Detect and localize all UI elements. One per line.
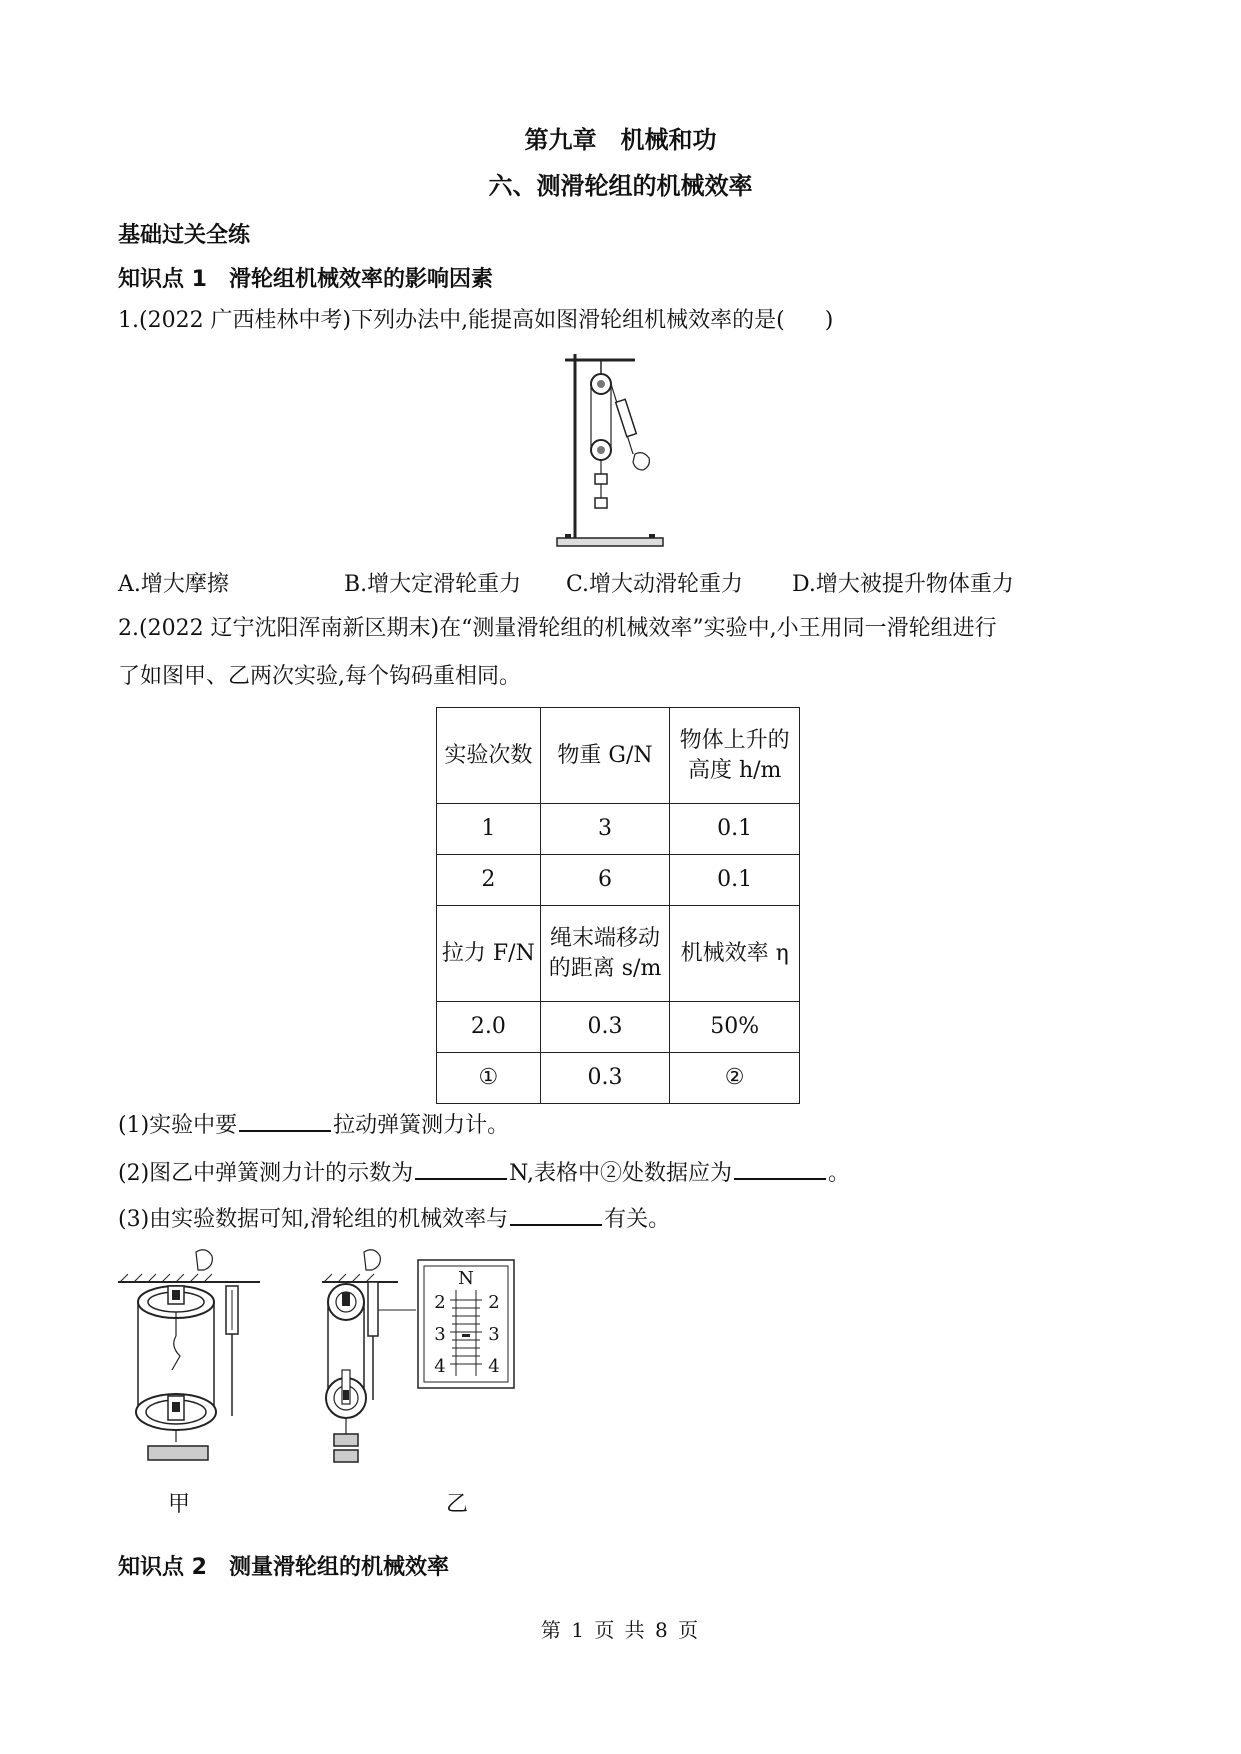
question-2-stem-line1: 2.(2022 辽宁沈阳浑南新区期末)在“测量滑轮组的机械效率”实验中,小王用同一滑轮组进行 — [118, 616, 997, 641]
scale-unit-label: N — [458, 1268, 474, 1289]
scale-tick-right: 2 — [488, 1292, 500, 1313]
sub-question-3-text-b: 有关。 — [604, 1207, 671, 1232]
knowledge-point-1-heading: 知识点 1 滑轮组机械效率的影响因素 — [118, 267, 493, 292]
table-cell: ② — [670, 1053, 800, 1104]
table-cell: 0.1 — [670, 804, 800, 855]
table-header: 绳末端移动的距离 s/m — [540, 906, 670, 1002]
table-cell: ① — [437, 1053, 541, 1104]
option-c[interactable]: C.增大动滑轮重力 — [566, 572, 744, 597]
sub-question-3 — [118, 1204, 670, 1235]
table-cell: 2 — [437, 855, 541, 906]
pulley-stand-figure — [555, 350, 665, 550]
figure-yi-pulley — [318, 1246, 518, 1476]
table-header: 机械效率 η — [670, 906, 800, 1002]
table-cell: 2.0 — [437, 1002, 541, 1053]
sub-question-2-text-a: (2)图乙中弹簧测力计的示数为 — [118, 1161, 414, 1186]
sub-question-1-text-b: 拉动弹簧测力计。 — [333, 1113, 510, 1138]
scale-tick-left: 4 — [434, 1356, 446, 1377]
table-row — [437, 1053, 800, 1104]
scale-tick-right: 3 — [488, 1324, 500, 1345]
question-1-stem-end: ) — [824, 308, 834, 333]
table-cell: 6 — [540, 855, 670, 906]
sub-question-2-text-c: 。 — [828, 1161, 851, 1186]
table-cell: 50% — [670, 1002, 800, 1053]
scale-tick-left: 3 — [434, 1324, 446, 1345]
table-cell: 0.3 — [540, 1002, 670, 1053]
table-header: 拉力 F/N — [437, 906, 541, 1002]
figure-label-yi: 乙 — [446, 1492, 469, 1517]
sub-question-2-text-b: N,表格中②处数据应为 — [509, 1161, 733, 1186]
table-header: 物体上升的高度 h/m — [670, 708, 800, 804]
scale-tick-left: 2 — [434, 1292, 446, 1313]
table-header-row-2 — [437, 906, 800, 1002]
sub-question-3-text-a: (3)由实验数据可知,滑轮组的机械效率与 — [118, 1207, 509, 1232]
sub-question-1 — [118, 1110, 509, 1141]
table-cell: 3 — [540, 804, 670, 855]
table-header: 实验次数 — [437, 708, 541, 804]
knowledge-point-2-heading: 知识点 2 测量滑轮组的机械效率 — [118, 1555, 449, 1580]
answer-blank-3[interactable] — [734, 1158, 826, 1180]
answer-blank-2[interactable] — [415, 1158, 507, 1180]
section-title: 六、测滑轮组的机械效率 — [488, 172, 753, 200]
question-1-stem — [118, 306, 833, 336]
option-d[interactable]: D.增大被提升物体重力 — [792, 572, 1014, 597]
question-1-stem-text: 1.(2022 广西桂林中考)下列办法中,能提高如图滑轮组机械效率的是( — [118, 308, 785, 333]
chapter-title: 第九章 机械和功 — [524, 126, 717, 154]
figure-label-jia: 甲 — [168, 1492, 191, 1517]
table-cell: 0.1 — [670, 855, 800, 906]
experiment-table — [436, 707, 800, 1104]
practice-heading: 基础过关全练 — [118, 223, 251, 248]
answer-blank-1[interactable] — [239, 1110, 331, 1132]
table-row — [437, 804, 800, 855]
option-b[interactable]: B.增大定滑轮重力 — [344, 572, 522, 597]
page-footer: 第 1 页 共 8 页 — [540, 1618, 701, 1642]
table-cell: 1 — [437, 804, 541, 855]
table-row — [437, 1002, 800, 1053]
table-header-row-1 — [437, 708, 800, 804]
table-row — [437, 855, 800, 906]
question-2-stem-line2: 了如图甲、乙两次实验,每个钩码重相同。 — [118, 664, 521, 689]
sub-question-2 — [118, 1158, 850, 1189]
option-a[interactable]: A.增大摩擦 — [118, 572, 229, 597]
table-header: 物重 G/N — [540, 708, 670, 804]
figure-jia-pulley — [116, 1246, 266, 1476]
answer-blank-4[interactable] — [510, 1204, 602, 1226]
table-cell: 0.3 — [540, 1053, 670, 1104]
scale-tick-right: 4 — [488, 1356, 500, 1377]
sub-question-1-text-a: (1)实验中要 — [118, 1113, 238, 1138]
